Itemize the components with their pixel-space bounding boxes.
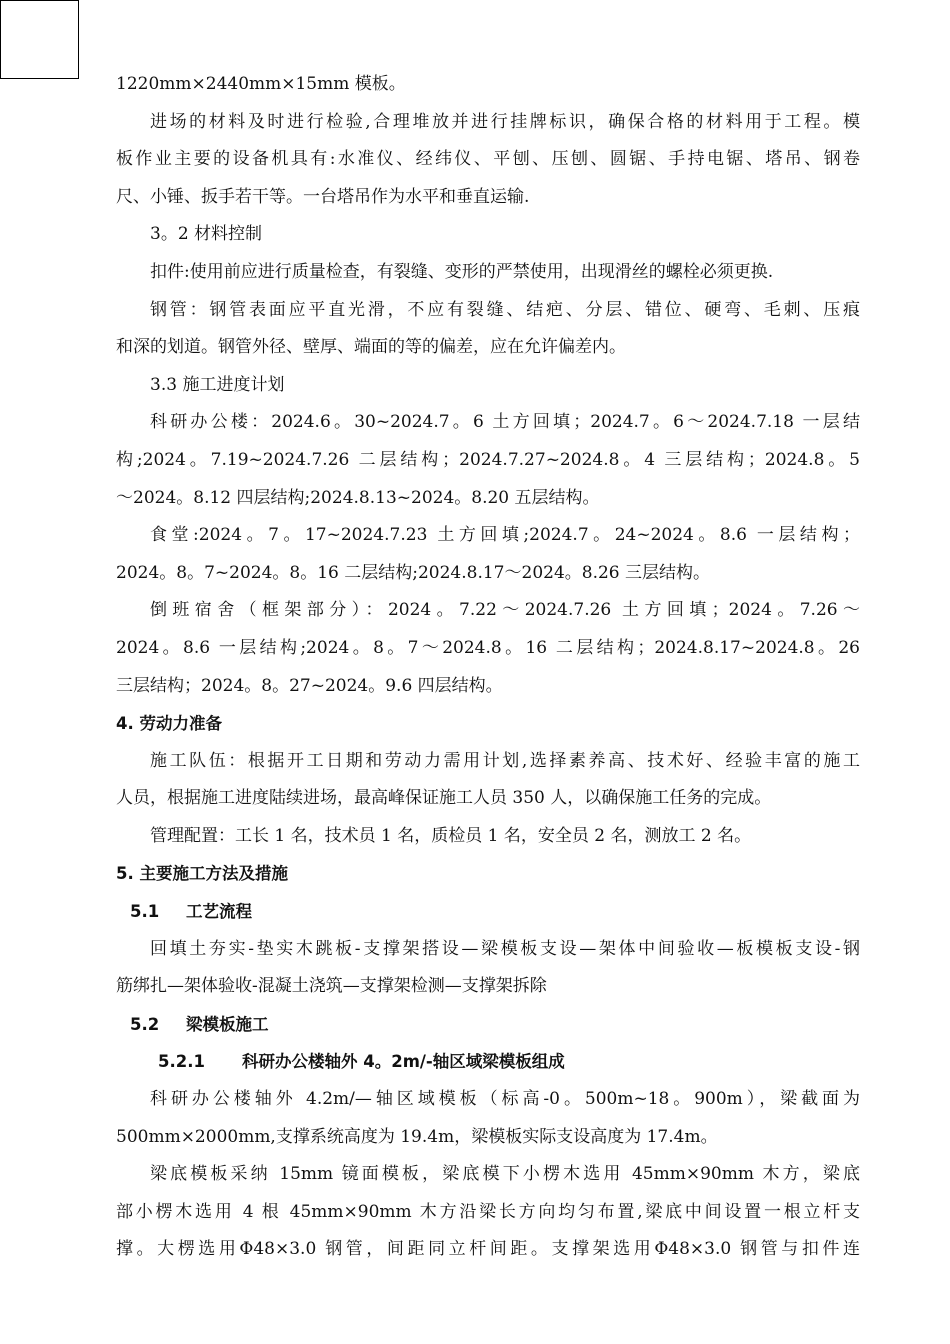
body-text-line: 部小楞木选用 4 根 45mm×90mm 木方沿梁长方向均匀布置,梁底中间设置一根立杆支: [116, 1201, 860, 1222]
body-text-line: 扣件:使用前应进行质量检查，有裂缝、变形的严禁使用，出现滑丝的螺栓必须更换.: [150, 261, 774, 282]
body-text-line: 钢管：钢管表面应平直光滑，不应有裂缝、结疤、分层、错位、硬弯、毛刺、压痕: [150, 299, 860, 320]
section-heading: 5. 主要施工方法及措施: [116, 864, 288, 884]
document-page: [116, 66, 860, 1269]
subsection-heading: [116, 893, 860, 931]
heading-title: 梁模板施工: [186, 1014, 269, 1034]
body-text-line: 撑。大楞选用Φ48×3.0 钢管，间距同立杆间距。支撑架选用Φ48×3.0 钢管与扣件连: [116, 1239, 860, 1260]
body-text-line: 回填土夯实-垫实木跳板-支撑架搭设—梁模板支设—架体中间验收—板模板支设-钢: [150, 938, 860, 959]
subsection-heading: [116, 1006, 860, 1044]
heading-title: 科研办公楼轴外 4。2m/-轴区域梁模板组成: [242, 1052, 565, 1072]
corner-frame-box: [0, 0, 79, 79]
heading-number: 5.1: [130, 902, 160, 922]
body-text-line: 倒班宿舍（框架部分）：2024。7.22～2024.7.26 土方回填；2024。7.26～: [150, 600, 860, 621]
body-text-line: 2024。8。7~2024。8。16 二层结构;2024.8.17～2024。8.26 三层结构。: [116, 562, 711, 583]
heading-number: 5.2.1: [158, 1052, 205, 1072]
body-text-line: 2024。8.6 一层结构;2024。8。7～2024.8。16 二层结构；2024.8.17~2024.8。26: [116, 637, 860, 658]
body-text-line: 科研办公楼：2024.6。30~2024.7。6 土方回填；2024.7。6～2024.7.18 一层结: [150, 412, 860, 433]
body-text-line: 三层结构；2024。8。27~2024。9.6 四层结构。: [116, 675, 503, 696]
body-text-line: ～2024。8.12 四层结构;2024.8.13~2024。8.20 五层结构。: [116, 487, 600, 508]
body-text-line: 筋绑扎—架体验收-混凝土浇筑—支撑架检测—支撑架拆除: [116, 976, 547, 997]
heading-title: 工艺流程: [186, 902, 252, 922]
body-text-line: 施工队伍：根据开工日期和劳动力需用计划,选择素养高、技术好、经验丰富的施工: [150, 750, 860, 771]
body-text-line: 500mm×2000mm,支撑系统高度为 19.4m，梁模板实际支设高度为 17.4m。: [116, 1126, 718, 1147]
body-text-line: 管理配置：工长 1 名，技术员 1 名，质检员 1 名，安全员 2 名，测放工 2 名。: [150, 825, 752, 846]
heading-number: 5.2: [130, 1014, 160, 1034]
body-text-line: 和深的划道。钢管外径、壁厚、端面的等的偏差，应在允许偏差内。: [116, 337, 626, 358]
body-text-line: 板作业主要的设备机具有:水准仪、经纬仪、平刨、压刨、圆锯、手持电锯、塔吊、钢卷: [116, 149, 860, 170]
body-text-line: 梁底模板采纳 15mm 镜面模板，梁底模下小楞木选用 45mm×90mm 木方，梁底: [150, 1164, 860, 1185]
body-text-line: 构;2024。7.19~2024.7.26 二层结构；2024.7.27~2024.8。4 三层结构；2024.8。5: [116, 449, 860, 470]
body-text-line: 人员，根据施工进度陆续进场，最高峰保证施工人员 350 人，以确保施工任务的完成。: [116, 788, 772, 809]
body-text-line: 科研办公楼轴外 4.2m/—轴区域模板（标高-0。500m~18。900m），梁截面为: [150, 1089, 860, 1110]
body-text-line: 3.3 施工进度计划: [150, 374, 285, 395]
body-text-line: 尺、小锤、扳手若干等。一台塔吊作为水平和垂直运输.: [116, 186, 530, 207]
section-heading: 4. 劳动力准备: [116, 714, 222, 734]
body-text-line: 3。2 材料控制: [150, 224, 263, 245]
sub-subsection-heading: [116, 1043, 860, 1081]
body-text-line: 食堂:2024。7。17~2024.7.23 土方回填;2024.7。24~2024。8.6 一层结构；: [150, 525, 860, 546]
body-text-line: 1220mm×2440mm×15mm 模板。: [116, 74, 406, 94]
body-text-line: 进场的材料及时进行检验,合理堆放并进行挂牌标识，确保合格的材料用于工程。模: [150, 111, 860, 132]
